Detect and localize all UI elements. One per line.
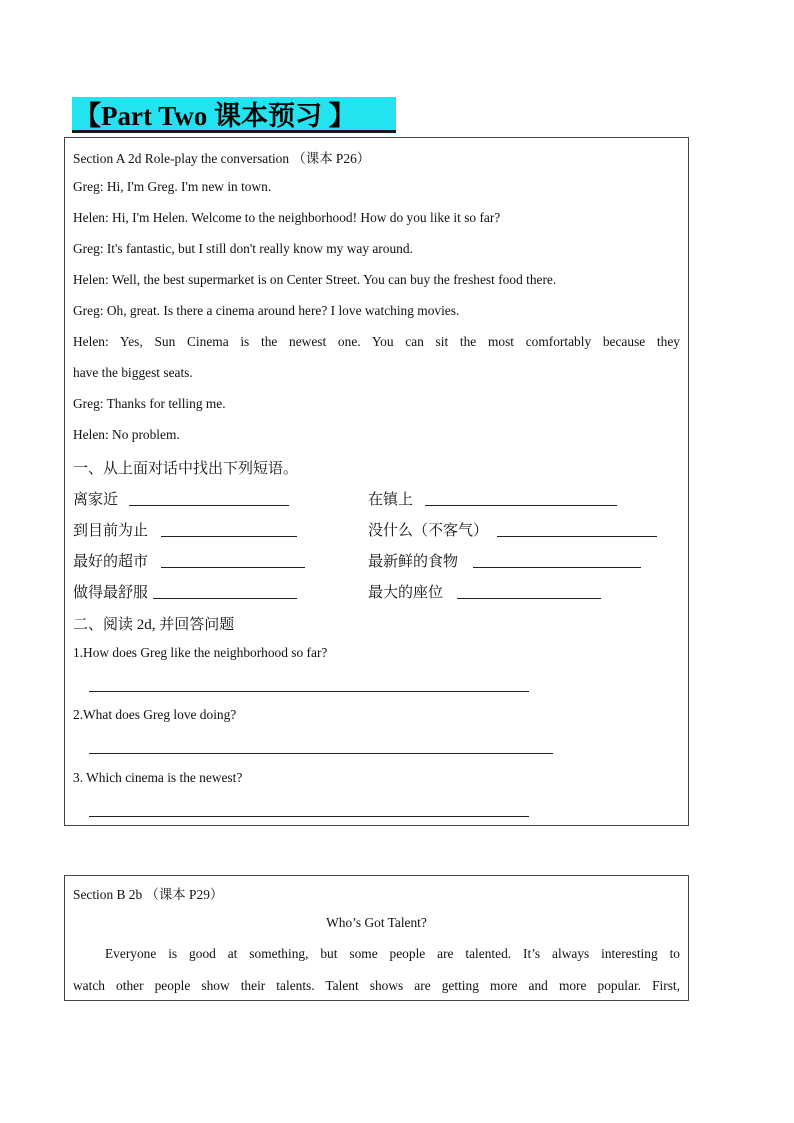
answer-blank[interactable] (153, 598, 297, 599)
question: 3. Which cinema is the newest? (73, 770, 243, 785)
answer-blank[interactable] (425, 505, 617, 506)
dialogue-line: have the biggest seats. (73, 365, 193, 380)
question: 1.How does Greg like the neighborhood so far? (73, 645, 328, 660)
phrase-label: 最大的座位 (368, 585, 444, 601)
answer-blank[interactable] (161, 536, 297, 537)
banner-title: 【Part Two 课本预习 】 (74, 101, 356, 131)
answer-line[interactable] (89, 753, 553, 754)
answer-blank[interactable] (497, 536, 657, 537)
phrase-label: 到目前为止 (73, 523, 149, 539)
passage-line: watch other people show their talents. Talent shows are getting more and more popular. First, (73, 978, 680, 993)
section-a-heading: Section A 2d Role-play the conversation （课本 P26） (73, 151, 371, 166)
answer-blank[interactable] (457, 598, 601, 599)
phrase-label: 做得最舒服 (73, 585, 149, 601)
dialogue-line: Helen: Hi, I'm Helen. Welcome to the neighborhood! How do you like it so far? (73, 210, 501, 225)
answer-line[interactable] (89, 816, 529, 817)
task2-title: 二、阅读 2d, 并回答问题 (73, 617, 235, 633)
passage-title: Who’s Got Talent? (326, 915, 427, 930)
passage-line: Everyone is good at something, but some people are talented. It’s always interesting to (105, 946, 680, 961)
answer-blank[interactable] (473, 567, 641, 568)
phrase-label: 最好的超市 (73, 554, 149, 570)
task1-title: 一、从上面对话中找出下列短语。 (73, 461, 299, 477)
dialogue-line: Helen: Well, the best supermarket is on Center Street. You can buy the freshest food there. (73, 272, 557, 287)
phrase-label: 在镇上 (368, 492, 414, 508)
section-b-box (64, 875, 689, 1001)
phrase-label: 离家近 (73, 492, 119, 508)
answer-line[interactable] (89, 691, 529, 692)
dialogue-line: Helen: Yes, Sun Cinema is the newest one. You can sit the most comfortably because they (73, 334, 680, 349)
dialogue-line: Greg: Oh, great. Is there a cinema around here? I love watching movies. (73, 303, 460, 318)
dialogue-line: Greg: It's fantastic, but I still don't really know my way around. (73, 241, 413, 256)
phrase-label: 没什么（不客气） (368, 523, 489, 539)
dialogue-line: Helen: No problem. (73, 427, 180, 442)
section-b-heading: Section B 2b （课本 P29） (73, 887, 224, 902)
section-a-box (64, 137, 689, 826)
question: 2.What does Greg love doing? (73, 707, 237, 722)
dialogue-line: Greg: Hi, I'm Greg. I'm new in town. (73, 179, 272, 194)
answer-blank[interactable] (129, 505, 289, 506)
part-two-banner (72, 97, 396, 133)
answer-blank[interactable] (161, 567, 305, 568)
dialogue-line: Greg: Thanks for telling me. (73, 396, 226, 411)
phrase-label: 最新鲜的食物 (368, 554, 459, 570)
